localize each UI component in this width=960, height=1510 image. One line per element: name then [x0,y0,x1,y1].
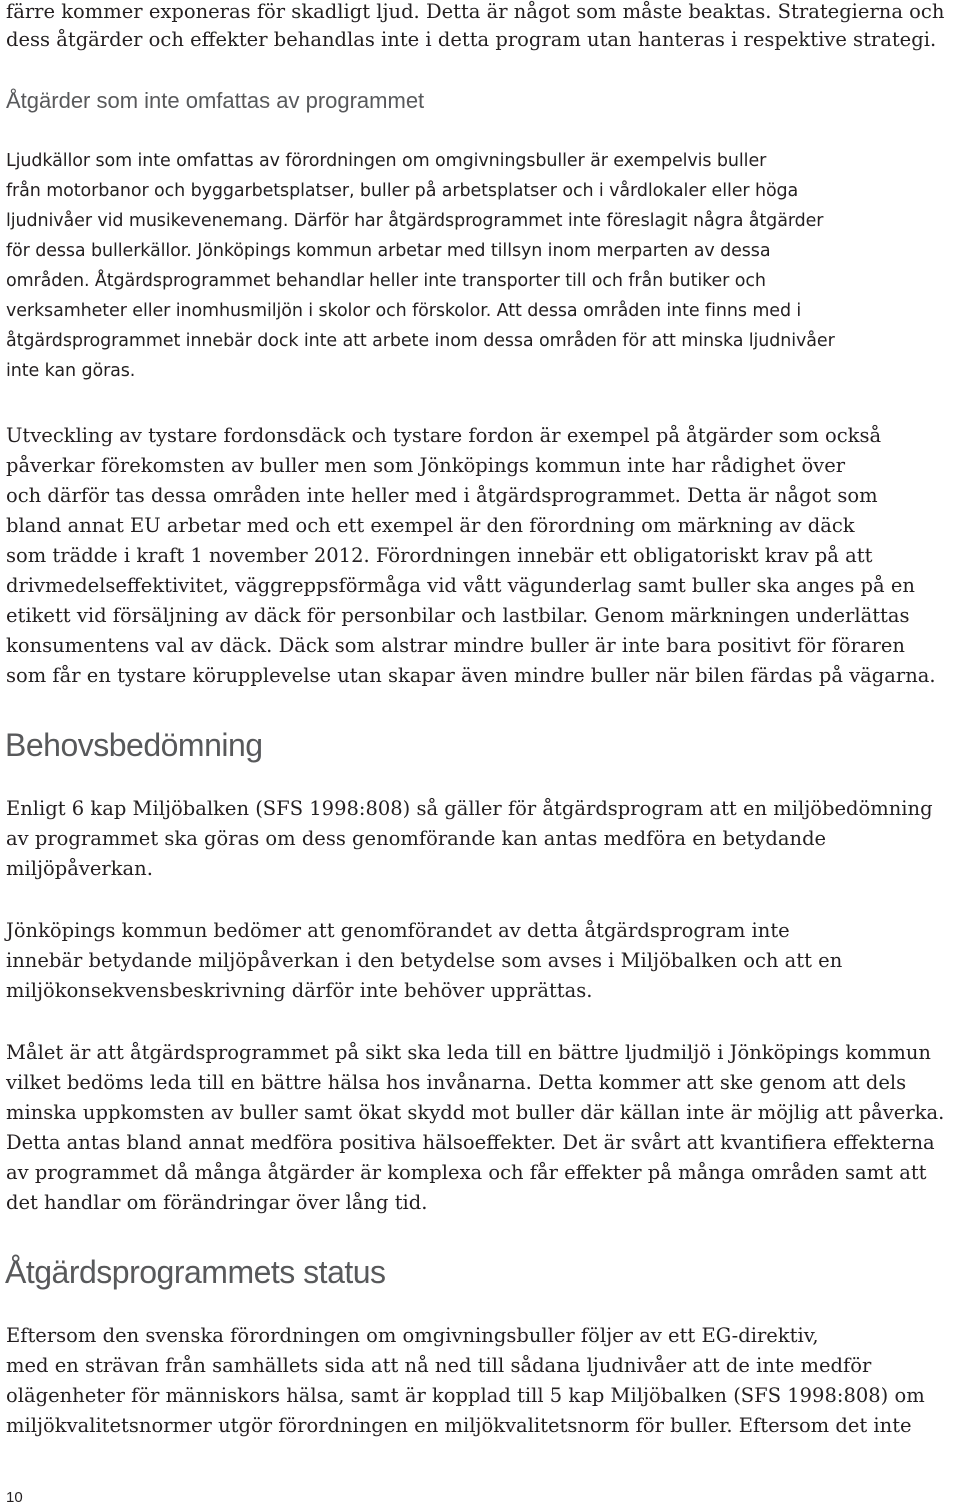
paragraph-line: vilket bedöms leda till en bättre hälsa hos invånarna. Detta kommer att ske genom att dels [6,1071,907,1094]
paragraph-line: Eftersom den svenska förordningen om omgivningsbuller följer av ett EG-direktiv, [6,1324,819,1347]
paragraph-line: miljöpåverkan. [6,857,153,880]
paragraph-line: bland annat EU arbetar med och ett exempel är den förordning om märkning av däck [6,514,855,537]
paragraph-line: och därför tas dessa områden inte heller med i åtgärdsprogrammet. Detta är något som [6,484,878,507]
paragraph-line: miljökonsekvensbeskrivning därför inte behöver upprättas. [6,979,593,1002]
paragraph-line: Jönköpings kommun bedömer att genomförandet av detta åtgärdsprogram inte [6,919,790,942]
paragraph-line: inte kan göras. [6,361,136,381]
paragraph-line: verksamheter eller inomhusmiljön i skolor och förskolor. Att dessa områden inte finns med i [6,301,802,321]
paragraph-line: med en strävan från samhällets sida att nå ned till sådana ljudnivåer att de inte medför [6,1354,872,1377]
paragraph-line: Detta antas bland annat medföra positiva hälsoeffekter. Det är svårt att kvantifiera effekterna [6,1131,935,1154]
paragraph-line: åtgärdsprogrammet innebär dock inte att arbete inom dessa områden för att minska ljudnivåer [6,331,835,351]
paragraph-line: av programmet då många åtgärder är komplexa och får effekter på många områden samt att [6,1161,927,1184]
paragraph-line: konsumentens val av däck. Däck som alstrar mindre buller är inte bara positivt för föraren [6,634,905,657]
paragraph-line: olägenheter för människors hälsa, samt är kopplad till 5 kap Miljöbalken (SFS 1998:808) om [6,1384,925,1407]
paragraph-line: för dessa bullerkällor. Jönköpings kommun arbetar med tillsyn inom merparten av dessa [6,241,771,261]
paragraph-line: innebär betydande miljöpåverkan i den betydelse som avses i Miljöbalken och att en [6,949,843,972]
paragraph-line: ljudnivåer vid musikevenemang. Därför har åtgärdsprogrammet inte föreslagit några åtgärder [6,211,824,231]
paragraph-line: minska uppkomsten av buller samt ökat skydd mot buller där källan inte är möjlig att påverka. [6,1101,945,1124]
paragraph-line: som får en tystare körupplevelse utan skapar även mindre buller när bilen färdas på vägarna. [6,664,936,687]
paragraph-line: drivmedelseffektivitet, väggreppsförmåga vid vått vägunderlag samt buller ska anges på en [6,574,915,597]
page-number: 10 [6,1489,23,1506]
paragraph-line: Utveckling av tystare fordonsdäck och tystare fordon är exempel på åtgärder som också [6,424,882,447]
intro-line: färre kommer exponeras för skadligt ljud. Detta är något som måste beaktas. Strategierna och [6,0,945,23]
paragraph-line: Ljudkällor som inte omfattas av förordningen om omgivningsbuller är exempelvis buller [6,151,767,171]
status-heading: Åtgärdsprogrammets status [5,1254,386,1290]
paragraph-line: miljökvalitetsnormer utgör förordningen en miljökvalitetsnorm för buller. Eftersom det inte [6,1414,912,1437]
paragraph-line: av programmet ska göras om dess genomförande kan antas medföra en betydande [6,827,827,850]
paragraph-line: Målet är att åtgärdsprogrammet på sikt ska leda till en bättre ljudmiljö i Jönköpings kommun [6,1041,931,1064]
intro-line: dess åtgärder och effekter behandlas inte i detta program utan hanteras i respektive strategi. [6,28,937,51]
paragraph-line: områden. Åtgärdsprogrammet behandlar heller inte transporter till och från butiker och [6,271,766,291]
paragraph-line: från motorbanor och byggarbetsplatser, buller på arbetsplatser och i vårdlokaler eller höga [6,181,799,201]
paragraph-line: påverkar förekomsten av buller men som Jönköpings kommun inte har rådighet över [6,454,846,477]
paragraph-line: Enligt 6 kap Miljöbalken (SFS 1998:808) så gäller för åtgärdsprogram att en miljöbedömning [6,797,933,820]
excluded-subheading: Åtgärder som inte omfattas av programmet [6,88,425,113]
assessment-heading: Behovsbedömning [5,727,263,763]
paragraph-line: det handlar om förändringar över lång tid. [6,1191,428,1214]
paragraph-line: etikett vid försäljning av däck för personbilar och lastbilar. Genom märkningen underlättas [6,604,910,627]
paragraph-line: som trädde i kraft 1 november 2012. Förordningen innebär ett obligatoriskt krav på att [6,544,873,567]
